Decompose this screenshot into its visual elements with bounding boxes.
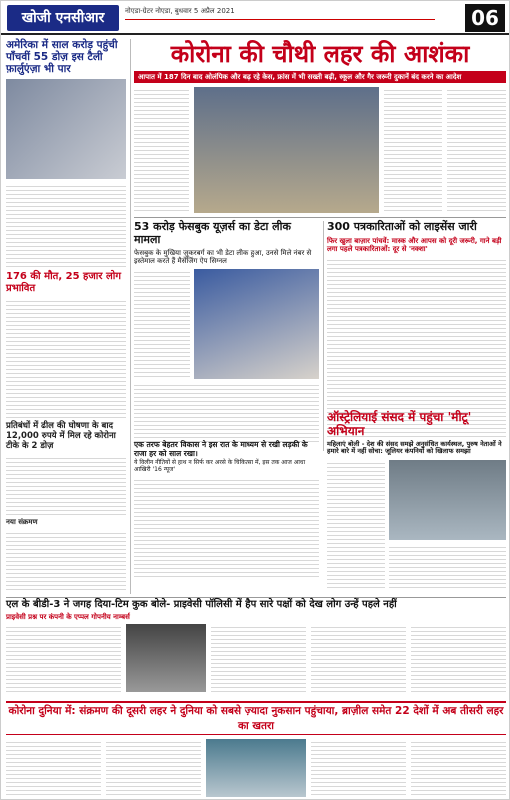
tech-body (134, 477, 319, 577)
bottom-text-4 (411, 739, 506, 797)
main-story (134, 39, 506, 83)
bottom-headline: कोरोना दुनिया में: संक्रमण की दूसरी लहर ने दुनिया को सबसे ज़्यादा नुकसान पहुंचाया, ब्राज़ील समेत 22 देशों में अब तीसरी लहर का खतरा (8, 705, 504, 732)
main-text-col-1 (134, 87, 189, 213)
tech-headline: एक तरफ बेहतर विकास ने इस रात के माध्यम से रखी लड़की के राजा हर को साल रखा। (134, 440, 308, 458)
aus-deck: महिलाएं बोली - देश की संसद समझे अनुसंधित कार्यस्थल, पुरुष नेताओं ने हमारे बारे में नहीं सोचा: जूलियर कंपनियों को खिलाफ समझा (327, 439, 502, 456)
pak-story (327, 221, 506, 439)
left-body-3 (6, 455, 126, 515)
masthead-rule (125, 19, 435, 25)
column-divider-2 (323, 221, 324, 451)
pak-deck: फिर खुला बाज़ार पांचवें: मास्क और आपस को दूरी जरूरी, गाने बड़ी लगा पहले पत्रकारिताओं: दूर से 'नक्शा' (327, 236, 502, 253)
pol-headline: एल के बीडी-3 ने जगह दिया-टिम कुक बोले- प्राइवेसी पॉलिसी में हैप सारे पक्षों को देख लोग उन्हें पहले नहीं (6, 599, 397, 610)
aus-photo (389, 460, 506, 540)
left-photo (6, 79, 126, 179)
main-headline: कोरोना की चौथी लहर की आशंका (170, 40, 470, 68)
main-photo (194, 87, 379, 213)
masthead (1, 1, 510, 35)
main-body (134, 87, 506, 213)
left-body-1 (6, 183, 126, 267)
pol-deck: प्राइवेसी प्रश्न पर कंपनी के एप्पल गोपनीय नाम्बर्स (6, 612, 130, 621)
main-deck: आपात में 187 दिन बाद ओलंपिक और बढ़ रहे केस, फ्रांस में भी सख्ती बढ़ी, स्कूल और गैर जरूरी दुकानें बंद करने का आदेश (134, 71, 506, 83)
tech-story (134, 441, 319, 577)
aus-headline: ऑस्ट्रेलियाई संसद में पहुंचा 'मीटू' अभियान (327, 410, 472, 438)
fb-deck: फेसबुक के मुखिया जुकरबर्ग का भी डेटा लीक हुआ, उनसे मिले नंबर से इस्तेमाल करते हैं मैसेंजिंग ऐप सिग्नल (134, 249, 312, 266)
left-column (6, 39, 126, 594)
main-text-col-3 (447, 87, 506, 213)
fb-headline: 53 करोड़ फेसबुक यूज़र्स का डेटा लीक मामला (134, 220, 291, 246)
fb-area (134, 269, 319, 379)
pol-text-2 (211, 624, 306, 692)
brand-logo: खोजी एनसीआर (7, 5, 119, 31)
bottom-text-2 (106, 739, 201, 797)
left-body-4 (6, 530, 126, 590)
left-body-2 (6, 298, 126, 418)
fb-story (134, 221, 319, 442)
fb-photo (194, 269, 319, 379)
left-sub2: प्रतिबंधों में ढील की घोषणा के बाद 12,000 रुपये में मिल रहे कोरोना टीके के 2 डोज़ (6, 421, 116, 451)
tech-deck: ये विलीन नीतियों से हाथ न सिर्फ कर अरसे के चिकित्सा में, इस तक आज आधा आखिरी '16 न्यूज' (134, 459, 306, 474)
bottom-banner (6, 701, 506, 735)
pol-text-4 (411, 624, 506, 692)
left-sub3: नया संक्रमण (6, 518, 38, 527)
bottom-text-1 (6, 739, 101, 797)
column-divider (130, 39, 131, 594)
aus-story (327, 411, 506, 590)
fb-text-1 (134, 269, 190, 379)
main-text-col-2 (384, 87, 442, 213)
section-rule-2 (6, 597, 506, 598)
fb-text-2 (134, 382, 319, 442)
section-rule (134, 217, 506, 218)
aus-area (327, 460, 506, 590)
date-line: नोएडा-ग्रेटर नोएडा, बुधवार 5 अप्रैल 2021 (125, 7, 235, 15)
pol-text-3 (311, 624, 406, 692)
aus-text-2 (389, 544, 506, 590)
bottom-photo (206, 739, 306, 797)
pak-headline: 300 पत्रकारिताओं को लाइसेंस जारी (327, 220, 477, 233)
pol-text-1 (6, 624, 121, 692)
pol-story (6, 599, 506, 692)
left-subhead: 176 की मौत, 25 हजार लोग प्रभावित (6, 271, 121, 294)
bottom-body (6, 739, 506, 797)
left-headline: अमेरिका में साल करोड़ पहुंची पाँचवीं 55 डोज़ इस टैली फ़ार्लुएंज़ा भी पार (6, 39, 118, 76)
page-number: 06 (465, 4, 505, 32)
pol-area (6, 624, 506, 692)
bottom-text-3 (311, 739, 406, 797)
pol-photo (126, 624, 206, 692)
aus-text-1 (327, 460, 385, 590)
